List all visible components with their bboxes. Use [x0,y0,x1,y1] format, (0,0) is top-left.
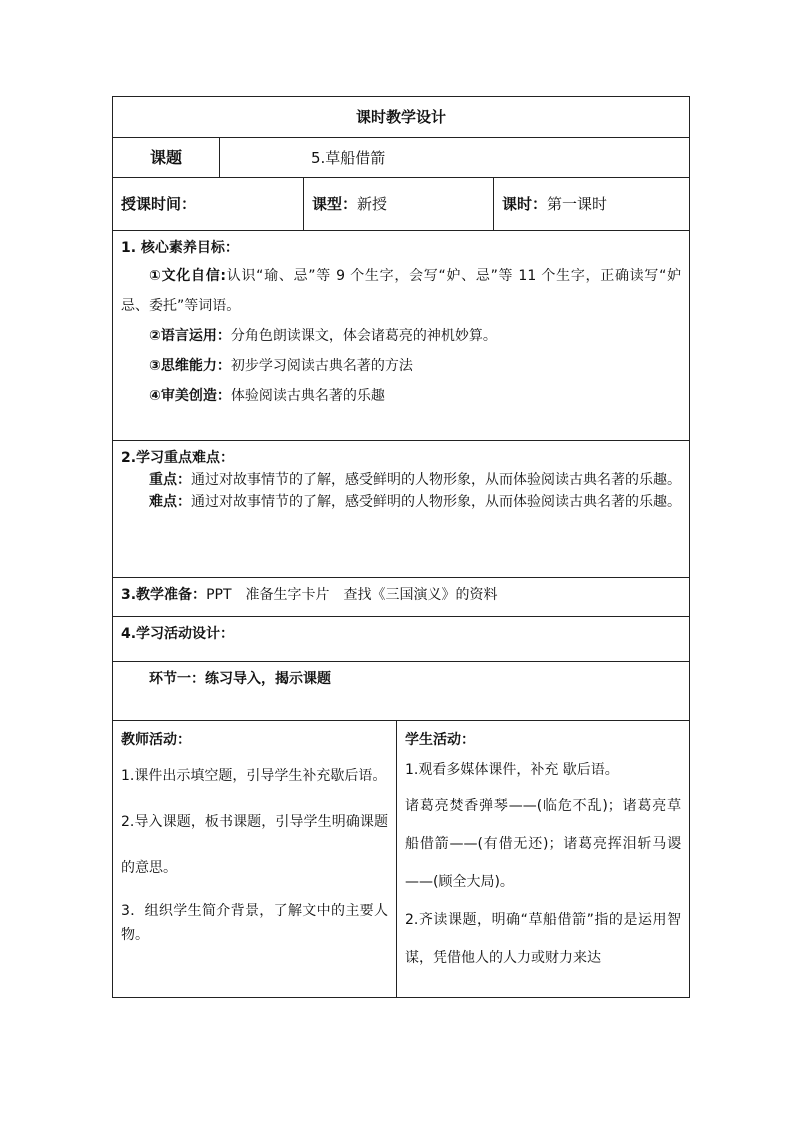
activity-section [113,617,690,662]
goal-label: ③思维能力： [149,358,231,374]
difficult-text: 通过对故事情节的了解，感受鲜明的人物形象，从而体验阅读古典名著的乐趣。 [191,494,681,510]
activity-heading: 4.学习活动设计： [121,626,235,642]
segment-title: 环节一：练习导入，揭示课题 [149,671,331,687]
student-item-1: 1.观看多媒体课件，补充 歇后语。 [405,762,619,778]
document-title: 课时教学设计 [113,97,690,138]
goals-heading: 1. 核心素养目标： [121,240,239,256]
type-label: 课型： [312,195,358,213]
goal-label: ②语言运用： [149,328,231,344]
lesson-plan-document [112,96,689,998]
goal-item-4 [121,381,681,411]
goal-label: ④审美创造： [149,388,231,404]
lesson-plan-table [112,96,690,998]
period-cell [494,178,690,231]
difficult-label: 难点： [149,494,191,510]
key-label: 重点： [149,472,191,488]
prep-section [113,578,690,617]
goal-item-1 [121,261,681,321]
period-label: 课时： [502,195,548,213]
keypoints-heading: 2.学习重点难点： [121,450,235,466]
goal-text: 体验阅读古典名著的乐趣 [230,388,385,404]
period-value: 第一课时 [547,195,608,213]
keypoints-section [113,441,690,578]
goal-text: 初步学习阅读古典名著的方法 [230,358,413,374]
student-activities [397,721,690,998]
teacher-item-1: 1.课件出示填空题，引导学生补充歇后语。 [121,768,387,784]
time-cell [113,178,304,231]
type-cell [304,178,494,231]
difficult-point [121,491,681,513]
student-item-3: 2.齐读课题，明确“草船借箭”指的是运用智谋，凭借他人的人力或财力来达 [405,912,682,966]
keti-label: 课题 [113,138,220,178]
type-value: 新授 [357,195,388,213]
prep-heading: 3.教学准备： [121,587,207,603]
teacher-activities [113,721,397,998]
student-item-2: 诸葛亮焚香弹琴——(临危不乱)；诸葛亮草船借箭——(有借无还)；诸葛亮挥泪斩马谡——(顾全大局)。 [405,798,682,890]
segment-section [113,662,690,721]
goals-section [113,231,690,441]
goal-label: ①文化自信: [149,268,227,284]
key-text: 通过对故事情节的了解，感受鲜明的人物形象，从而体验阅读古典名著的乐趣。 [191,472,681,488]
key-point [121,469,681,491]
teacher-item-2: 2.导入课题，板书课题，引导学生明确课题的意思。 [121,814,388,876]
goal-text: 认识“瑜、忌”等 9 个生字，会写“妒、忌”等 11 个生字，正确读写“妒忌、委托”等词语。 [121,268,682,314]
prep-text: PPT 准备生字卡片 查找《三国演义》的资料 [206,587,498,603]
goal-item-2 [121,321,681,351]
teacher-item-3: 3．组织学生简介背景，了解文中的主要人物。 [121,903,388,943]
time-label: 授课时间： [121,195,197,213]
keti-value: 5.草船借箭 [220,138,690,178]
goal-text: 分角色朗读课文，体会诸葛亮的神机妙算。 [230,328,497,344]
teacher-heading: 教师活动： [121,732,191,748]
student-heading: 学生活动： [405,732,475,748]
goal-item-3 [121,351,681,381]
